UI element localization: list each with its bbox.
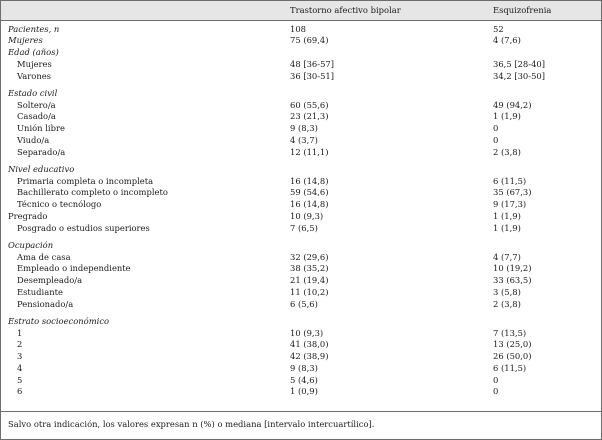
cell-esquizofrenia: 13 (25,0) (493, 339, 532, 350)
row-label: 6 (17, 386, 23, 397)
cell-esquizofrenia: 9 (17,3) (493, 199, 527, 209)
cell-esquizofrenia: 35 (67,3) (493, 187, 532, 198)
row-label: Ama de casa (17, 251, 71, 262)
row-label: Pregrado (8, 210, 48, 221)
row-label: Casado/a (17, 111, 56, 122)
cell-bipolar: 38 (35,2) (290, 263, 329, 274)
cell-esquizofrenia: 26 (50,0) (493, 351, 532, 361)
cell-esquizofrenia: 6 (11,5) (493, 175, 527, 186)
cell-bipolar: 7 (6,5) (290, 222, 318, 233)
footer-separator (1, 411, 601, 412)
row-label: Técnico o tecnólogo (17, 199, 102, 209)
table-footnote: Salvo otra indicación, los valores expresan n (%) o mediana [intervalo intercuartílico]. (8, 419, 375, 429)
row-label: 4 (17, 362, 23, 373)
cell-esquizofrenia: 0 (493, 123, 499, 133)
row-label: Estudiante (17, 286, 63, 297)
cell-esquizofrenia: 3 (5,8) (493, 286, 521, 297)
cell-esquizofrenia: 1 (1,9) (493, 210, 521, 221)
cell-bipolar: 75 (69,4) (290, 35, 329, 46)
cell-bipolar: 16 (14,8) (290, 199, 329, 209)
cell-esquizofrenia: 10 (19,2) (493, 263, 532, 274)
section-heading: Estado civil (8, 87, 58, 98)
cell-esquizofrenia: 2 (3,8) (493, 298, 521, 309)
row-label: Empleado o independiente (17, 263, 131, 274)
cell-bipolar: 48 [36-57] (290, 58, 334, 69)
row-label: Primaria completa o incompleta (17, 175, 154, 186)
cell-esquizofrenia: 1 (1,9) (493, 111, 521, 122)
cell-esquizofrenia: 7 (13,5) (493, 327, 527, 338)
cell-esquizofrenia: 2 (3,8) (493, 146, 521, 157)
cell-esquizofrenia: 1 (1,9) (493, 222, 521, 233)
row-label: Pensionado/a (17, 298, 74, 309)
cell-esquizofrenia: 4 (7,6) (493, 35, 521, 46)
cell-bipolar: 59 (54,6) (290, 187, 329, 198)
cell-bipolar: 21 (19,4) (290, 275, 329, 285)
cell-bipolar: 9 (8,3) (290, 123, 318, 133)
cell-esquizofrenia: 52 (493, 23, 504, 34)
cell-esquizofrenia: 34,2 [30-50] (493, 70, 545, 81)
header-esquizofrenia: Esquizofrenia (493, 5, 552, 15)
cell-bipolar: 5 (4,6) (290, 374, 318, 385)
cell-esquizofrenia: 6 (11,5) (493, 362, 527, 373)
cell-bipolar: 1 (0,9) (290, 386, 318, 397)
row-label: Viudo/a (17, 134, 50, 145)
cell-bipolar: 12 (11,1) (290, 146, 329, 157)
row-label: 1 (17, 327, 23, 338)
cell-bipolar: 9 (8,3) (290, 362, 318, 373)
cell-bipolar: 16 (14,8) (290, 175, 329, 186)
cell-bipolar: 41 (38,0) (290, 339, 329, 350)
section-heading: Estrato socioeconómico (8, 315, 110, 326)
cell-esquizofrenia: 0 (493, 134, 499, 145)
row-label: Pacientes, n (8, 23, 60, 34)
row-label: 2 (17, 339, 23, 350)
section-heading: Edad (años) (8, 47, 59, 57)
cell-esquizofrenia: 36,5 [28-40] (493, 58, 545, 69)
row-label: Desempleado/a (17, 275, 83, 285)
cell-esquizofrenia: 0 (493, 386, 499, 397)
section-heading: Ocupación (8, 239, 54, 250)
row-label: 5 (17, 374, 23, 385)
cell-bipolar: 10 (9,3) (290, 327, 324, 338)
row-label: Mujeres (17, 58, 52, 69)
cell-bipolar: 10 (9,3) (290, 210, 324, 221)
cell-bipolar: 11 (10,2) (290, 286, 329, 297)
cell-bipolar: 32 (29,6) (290, 251, 329, 262)
row-label: Soltero/a (17, 99, 56, 110)
cell-bipolar: 60 (55,6) (290, 99, 329, 110)
cell-esquizofrenia: 33 (63,5) (493, 275, 532, 285)
cell-esquizofrenia: 4 (7,7) (493, 251, 521, 262)
cell-bipolar: 4 (3,7) (290, 134, 318, 145)
row-label: Posgrado o estudios superiores (17, 222, 150, 233)
row-label: Mujeres (8, 35, 43, 46)
cell-bipolar: 36 [30-51] (290, 70, 334, 81)
cell-bipolar: 42 (38,9) (290, 351, 329, 361)
cell-esquizofrenia: 49 (94,2) (493, 99, 532, 110)
cell-esquizofrenia: 0 (493, 374, 499, 385)
cell-bipolar: 108 (290, 23, 306, 34)
row-label: Separado/a (17, 146, 66, 157)
row-label: Unión libre (17, 123, 65, 133)
section-heading: Nivel educativo (8, 163, 75, 174)
row-label: Varones (17, 70, 51, 81)
cell-bipolar: 23 (21,3) (290, 111, 329, 122)
row-label: Bachillerato completo o incompleto (17, 187, 168, 198)
cell-bipolar: 6 (5,6) (290, 298, 318, 309)
row-label: 3 (17, 351, 23, 361)
header-bipolar: Trastorno afectivo bipolar (290, 5, 401, 15)
